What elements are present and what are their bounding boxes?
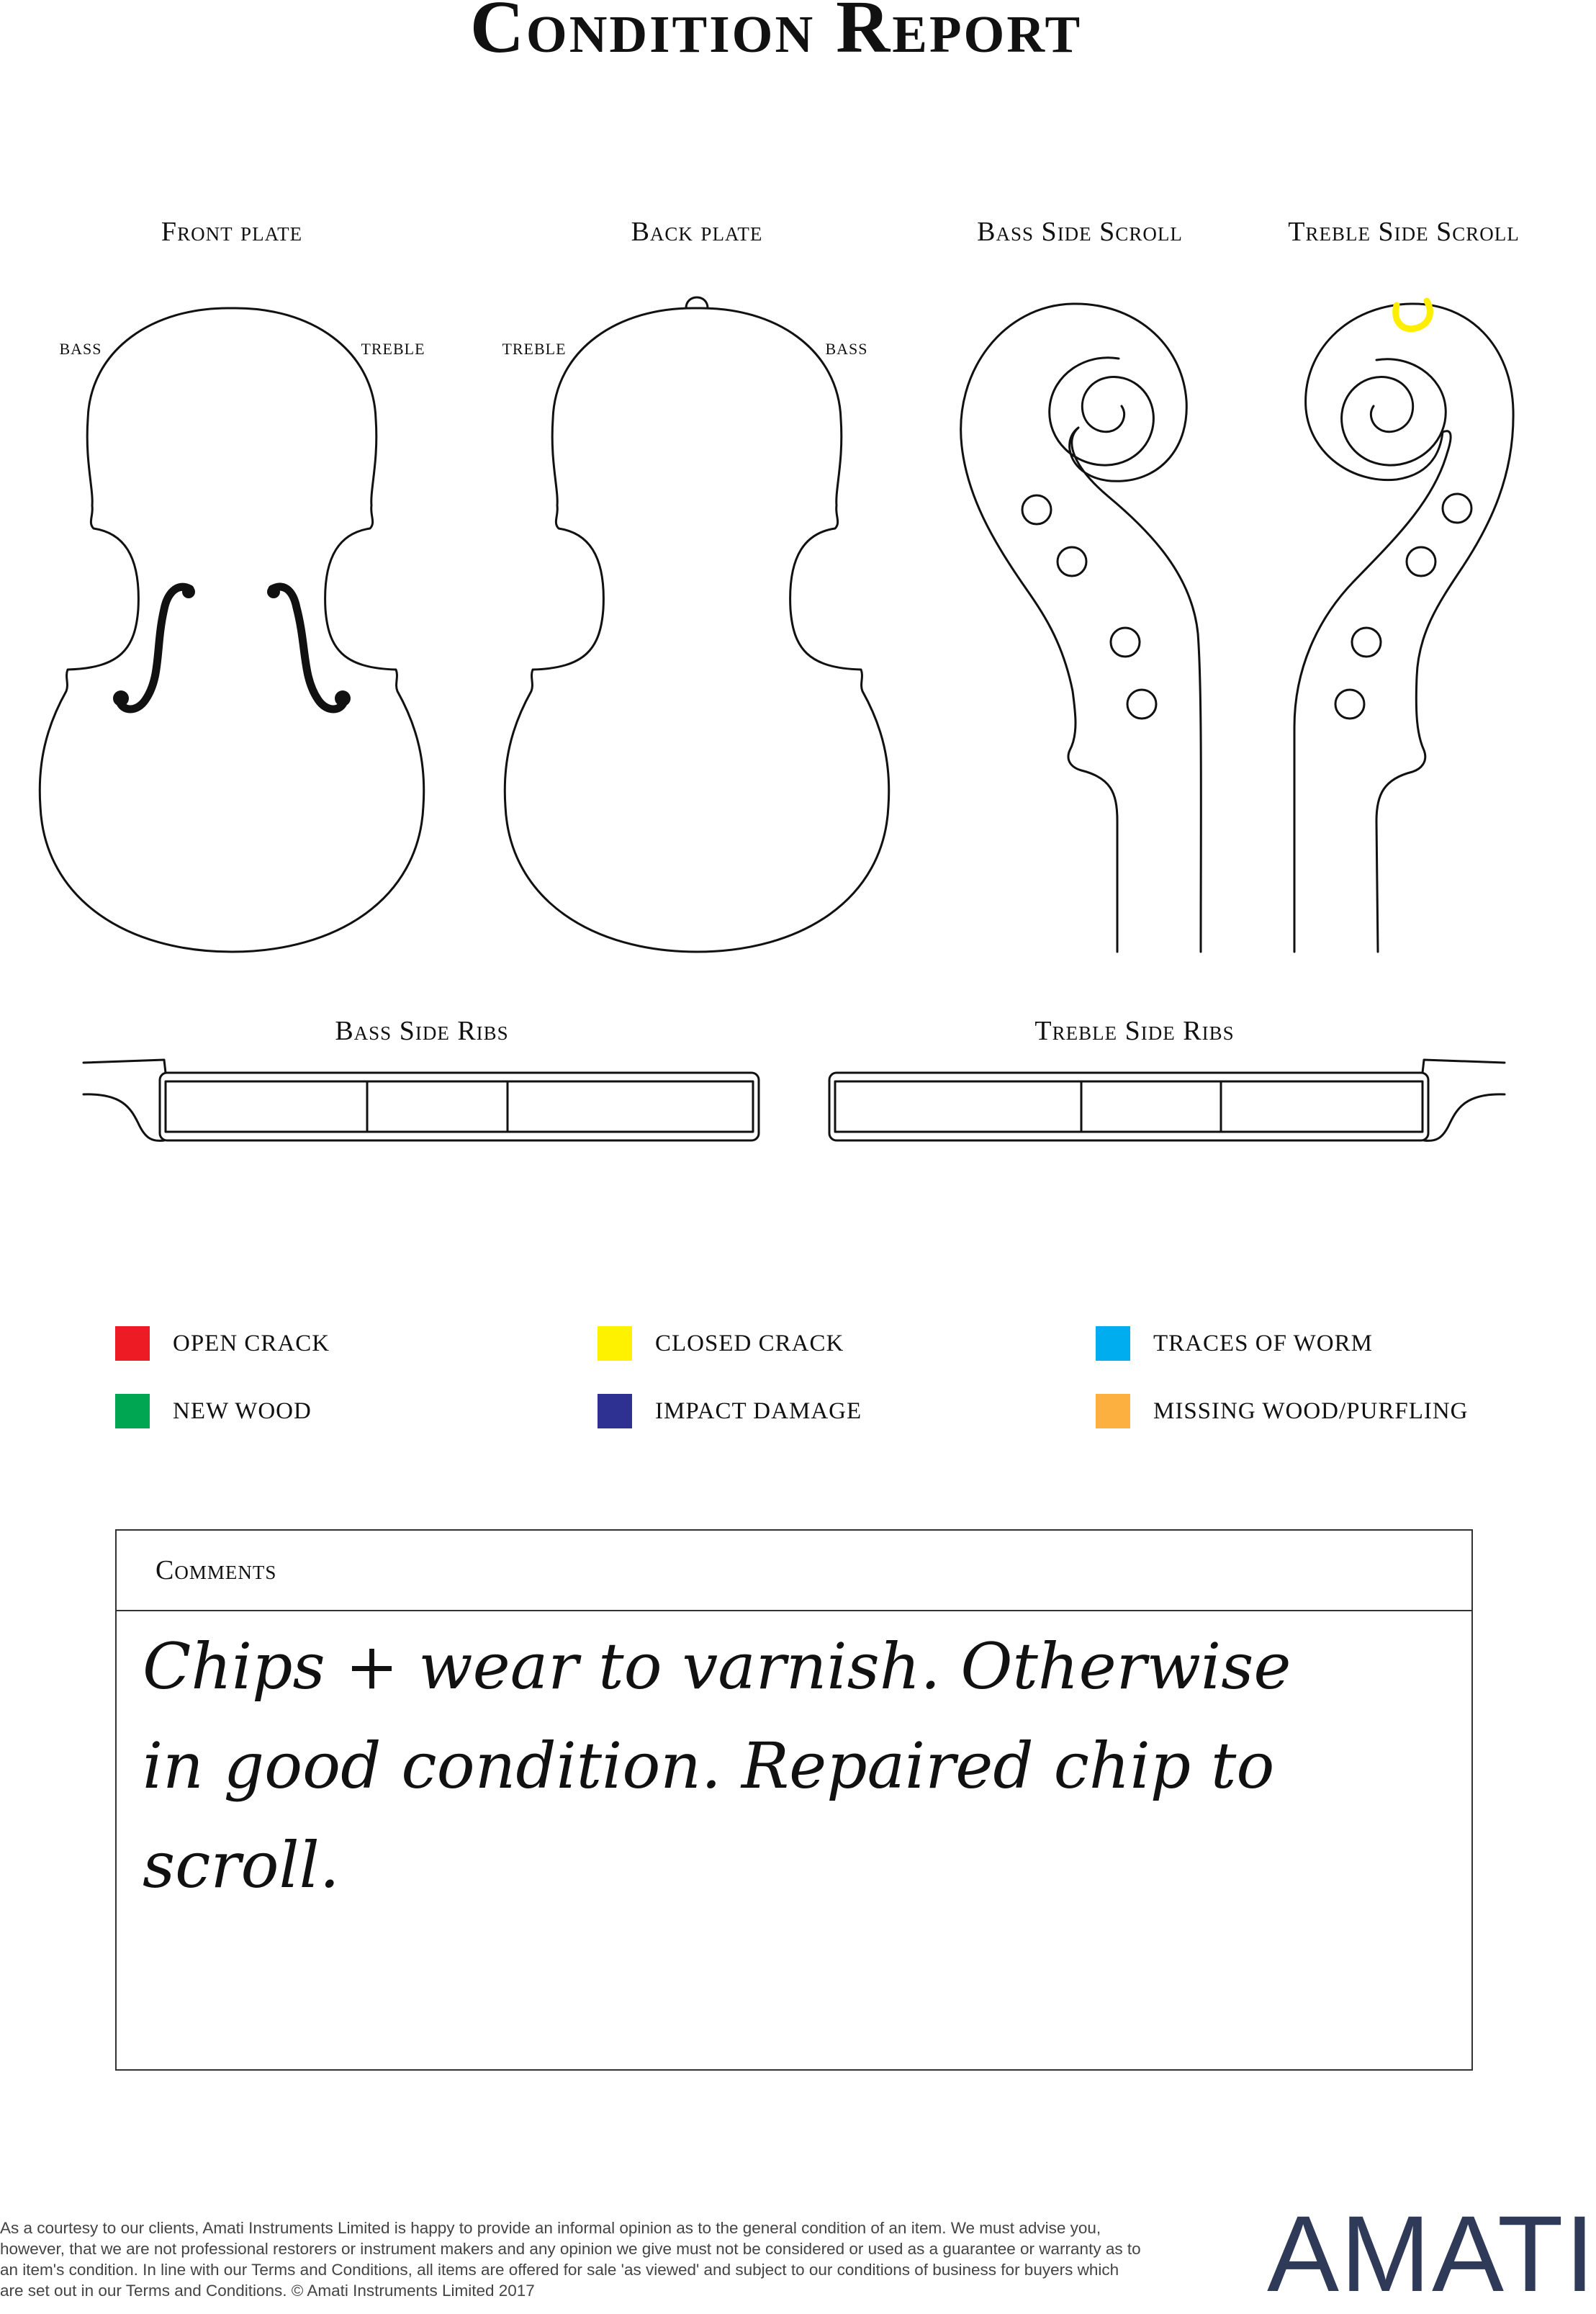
legend-missing-wood-purfling xyxy=(1096,1394,1469,1428)
new-wood-swatch xyxy=(115,1394,150,1428)
bass-scroll-outline xyxy=(961,304,1201,952)
front-treble-side-label: TREBLE xyxy=(361,340,425,358)
treble-side-scroll-label: Treble Side Scroll xyxy=(1288,217,1520,247)
f-hole-right xyxy=(272,587,344,709)
comments-heading: Comments xyxy=(155,1555,277,1585)
page-title: Condition Report xyxy=(469,0,1083,68)
legend-label: NEW WOOD xyxy=(173,1397,312,1424)
traces-of-worm-swatch xyxy=(1096,1326,1130,1361)
treble-side-ribs-label: Treble Side Ribs xyxy=(1034,1016,1235,1046)
impact-damage-swatch xyxy=(598,1394,632,1428)
legend-label: TRACES OF WORM xyxy=(1153,1330,1373,1356)
bass-side-ribs-label: Bass Side Ribs xyxy=(335,1016,509,1046)
legend-label: IMPACT DAMAGE xyxy=(655,1397,862,1424)
legend-label: MISSING WOOD/PURFLING xyxy=(1153,1397,1469,1424)
legend-impact-damage xyxy=(598,1394,862,1428)
back-button xyxy=(686,297,708,308)
comments-header xyxy=(117,1531,1471,1611)
f-holes xyxy=(120,587,344,709)
legend-closed-crack xyxy=(598,1326,844,1361)
legend-label: CLOSED CRACK xyxy=(655,1330,844,1356)
comments-body xyxy=(117,1611,1471,2069)
legend-label: OPEN CRACK xyxy=(173,1330,330,1356)
comments-text: Chips + wear to varnish. Otherwise in good condition. Repaired chip to scroll. xyxy=(143,1629,1291,1902)
legend-new-wood xyxy=(115,1394,312,1428)
bass-scroll-volute xyxy=(1050,358,1154,465)
back-plate-outline xyxy=(505,308,889,952)
comments-box xyxy=(115,1529,1473,2071)
back-treble-side-label: TREBLE xyxy=(502,340,567,358)
bass-side-scroll-label: Bass Side Scroll xyxy=(977,217,1183,247)
legend-traces-of-worm xyxy=(1096,1326,1373,1361)
brand-logo: AMATI xyxy=(1267,2193,1596,2314)
front-bass-side-label: BASS xyxy=(59,340,102,358)
legend-open-crack xyxy=(115,1326,330,1361)
open-crack-swatch xyxy=(115,1326,150,1361)
treble-side-scroll xyxy=(1294,304,1513,952)
front-plate-label: Front plate xyxy=(161,217,303,247)
f-hole-left xyxy=(120,587,190,709)
missing-wood-swatch xyxy=(1096,1394,1130,1428)
back-plate-label: Back plate xyxy=(631,217,763,247)
treble-scroll-volute xyxy=(1342,359,1446,465)
treble-scroll-outline xyxy=(1294,304,1513,952)
bass-side-ribs xyxy=(84,1060,759,1140)
back-bass-side-label: BASS xyxy=(825,340,868,358)
disclaimer-text: As a courtesy to our clients, Amati Instruments Limited is happy to provide an informal opinion as to the general condition of an item. We must advise you, however, that we are not professional restorers or instrument makers and any opinion we give must not be considered or used as a guarantee or warranty as to an item's condition. In line with our Terms and Conditions, all items are offered for sale 'as viewed' and subject to our conditions of business for buyers which are set out in our Terms and Conditions. © Amati Instruments Limited 2017 xyxy=(0,2219,1141,2300)
closed-crack-swatch xyxy=(598,1326,632,1361)
bass-side-scroll xyxy=(961,304,1201,952)
front-plate-outline xyxy=(40,308,424,952)
treble-side-ribs xyxy=(829,1060,1505,1140)
